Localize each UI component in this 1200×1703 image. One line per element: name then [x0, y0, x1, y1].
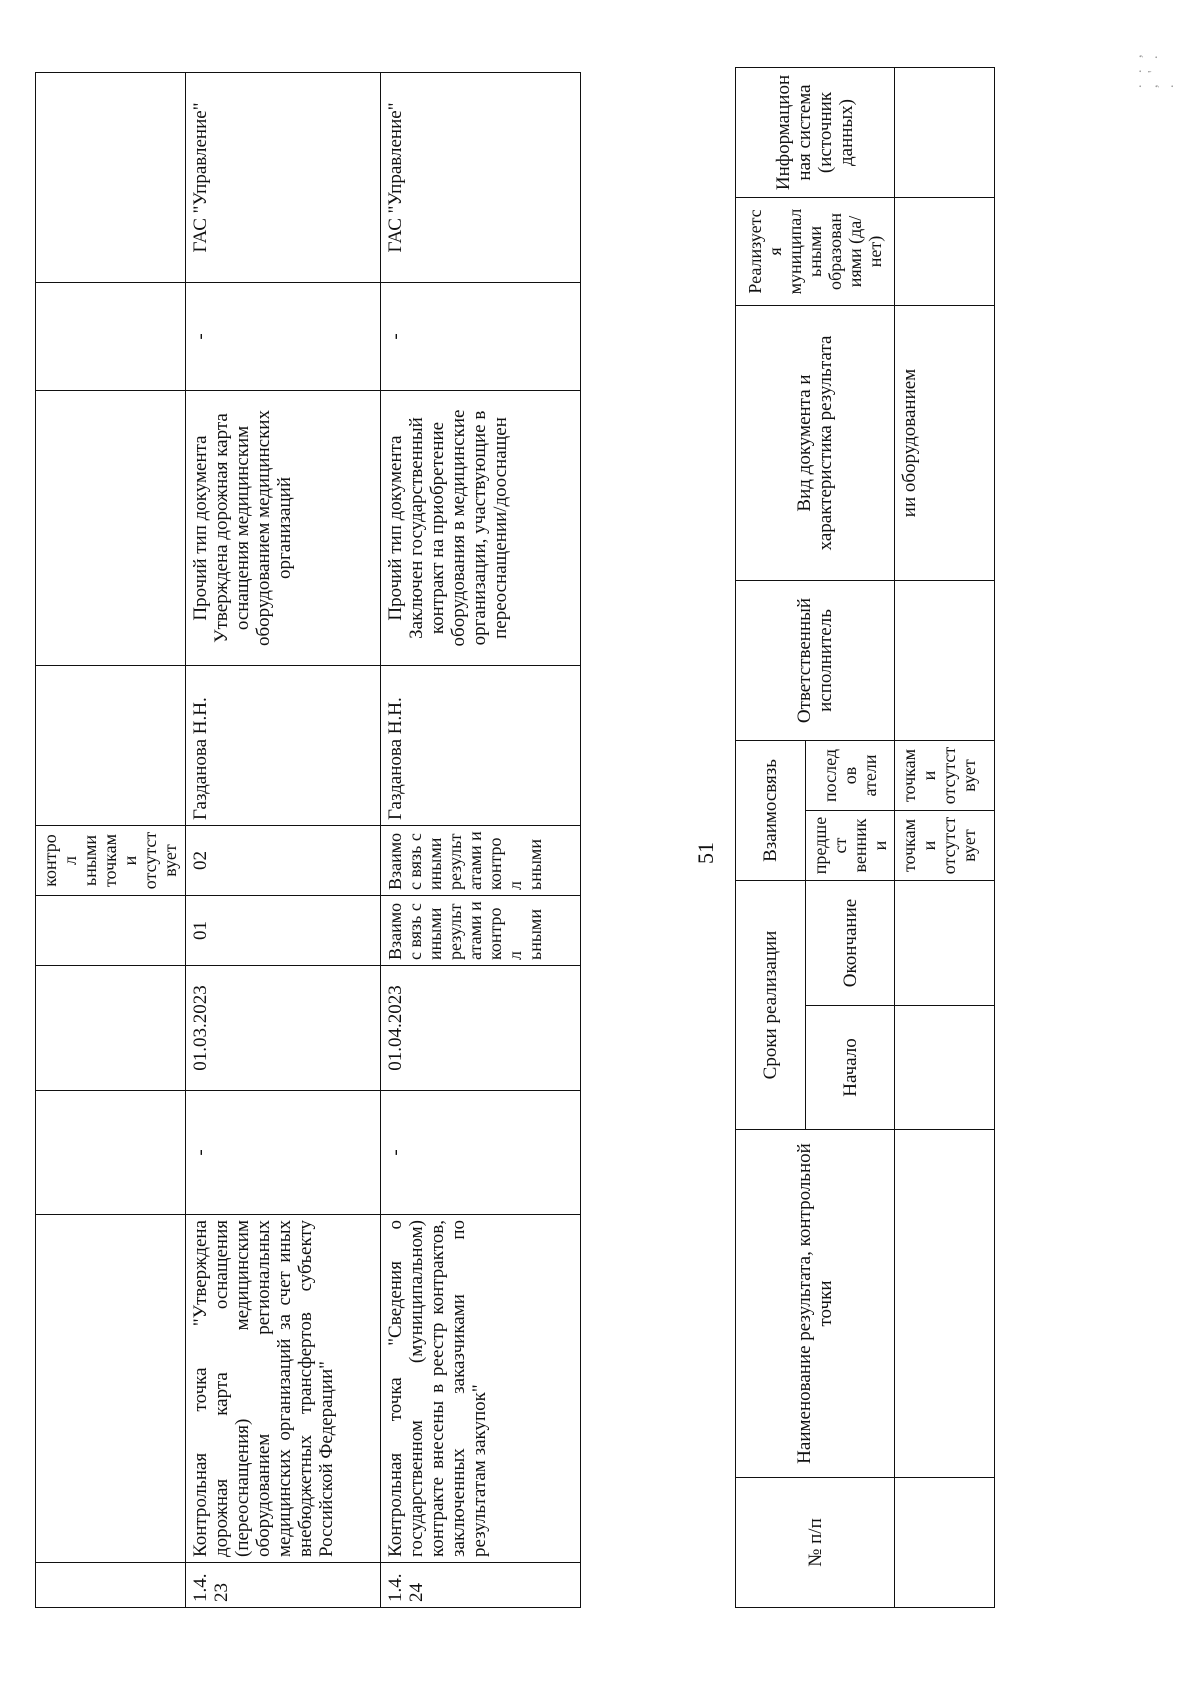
cell-municipal	[36, 283, 186, 391]
cell-system: ГАС "Управление"	[381, 73, 581, 283]
cell-responsible	[895, 581, 995, 741]
cell-predecessors: Взаимос вязь с иными результ атами и контрол ьными	[381, 896, 581, 966]
cell-document: ии оборудованием	[895, 306, 995, 581]
cell-successors: Взаимос вязь с иными результ атами и контрол ьными	[381, 826, 581, 896]
table-row	[186, 73, 381, 1608]
cell-end: 01.03.2023	[186, 966, 381, 1091]
cell-municipal: -	[381, 283, 581, 391]
cell-responsible	[36, 666, 186, 826]
cell-responsible: Газданова Н.Н.	[381, 666, 581, 826]
cell-num: 1.4.23	[186, 1563, 381, 1608]
cell-successors: точками отсутст вует	[895, 741, 995, 811]
header-document: Вид документа и характеристика результата	[736, 306, 895, 581]
header-terms: Сроки реализации	[736, 881, 806, 1130]
cell-start: -	[186, 1091, 381, 1215]
header-start: Начало	[806, 1006, 895, 1130]
header-row-1	[736, 68, 806, 1608]
cell-document: Прочий тип документа Утверждена дорожная карта оснащения медицинским оборудованием медицинских организаций	[186, 391, 381, 666]
cell-start	[36, 1091, 186, 1215]
cell-name	[36, 1215, 186, 1563]
cell-name	[895, 1130, 995, 1478]
header-relation: Взаимосвязь	[736, 741, 806, 881]
cell-name: Контрольная точка "Утверждена дорожная карта оснащения (переоснащения) медицинским оборудованием региональных медицинских организаций за счет иных внебюджетных трансфертов субъекту Российской Федерации"	[186, 1215, 381, 1563]
continuation-row	[895, 68, 995, 1608]
header-end: Окончание	[806, 881, 895, 1006]
cell-document	[36, 391, 186, 666]
header-system: Информацион ная система (источник данных)	[736, 68, 895, 198]
header-successors: последов атели	[806, 741, 895, 811]
header-municipal: Реализуетс я муниципал ьными образован иями (да/нет)	[736, 198, 895, 306]
cell-start	[895, 1006, 995, 1130]
cell-end: 01.04.2023	[381, 966, 581, 1091]
cell-predecessors	[36, 896, 186, 966]
cell-system	[36, 73, 186, 283]
header-name: Наименование результата, контрольной точки	[736, 1130, 895, 1478]
scan-artifact-marks: . . , , ' . .	[1130, 50, 1177, 88]
cell-system	[895, 68, 995, 198]
header-num: № п/п	[736, 1478, 895, 1608]
cell-end	[36, 966, 186, 1091]
cell-predecessors: 01	[186, 896, 381, 966]
cell-num	[36, 1563, 186, 1608]
continuation-row	[36, 73, 186, 1608]
cell-end	[895, 881, 995, 1006]
cell-municipal	[895, 198, 995, 306]
cell-num: 1.4.24	[381, 1563, 581, 1608]
cell-responsible: Газданова Н.Н.	[186, 666, 381, 826]
header-responsible: Ответственный исполнитель	[736, 581, 895, 741]
cell-municipal: -	[186, 283, 381, 391]
page-number: 51	[693, 842, 718, 864]
cell-predecessors: точками отсутст вует	[895, 811, 995, 881]
cell-start: -	[381, 1091, 581, 1215]
cell-num	[895, 1478, 995, 1608]
cell-successors: 02	[186, 826, 381, 896]
cell-system: ГАС "Управление"	[186, 73, 381, 283]
header-predecessors: предшест венники	[806, 811, 895, 881]
table-row	[381, 73, 581, 1608]
cell-successors: контрол ьными точками отсутст вует	[36, 826, 186, 896]
results-table-lower	[735, 67, 995, 1608]
results-table-upper	[35, 72, 581, 1608]
cell-name: Контрольная точка "Сведения о государственном (муниципальном) контракте внесены в реестр контрактов, заключенных заказчиками по результатам закупок"	[381, 1215, 581, 1563]
cell-document: Прочий тип документа Заключен государственный контракт на приобретение оборудования в медицинские организации, участвующие в переоснащении/дооснащен	[381, 391, 581, 666]
